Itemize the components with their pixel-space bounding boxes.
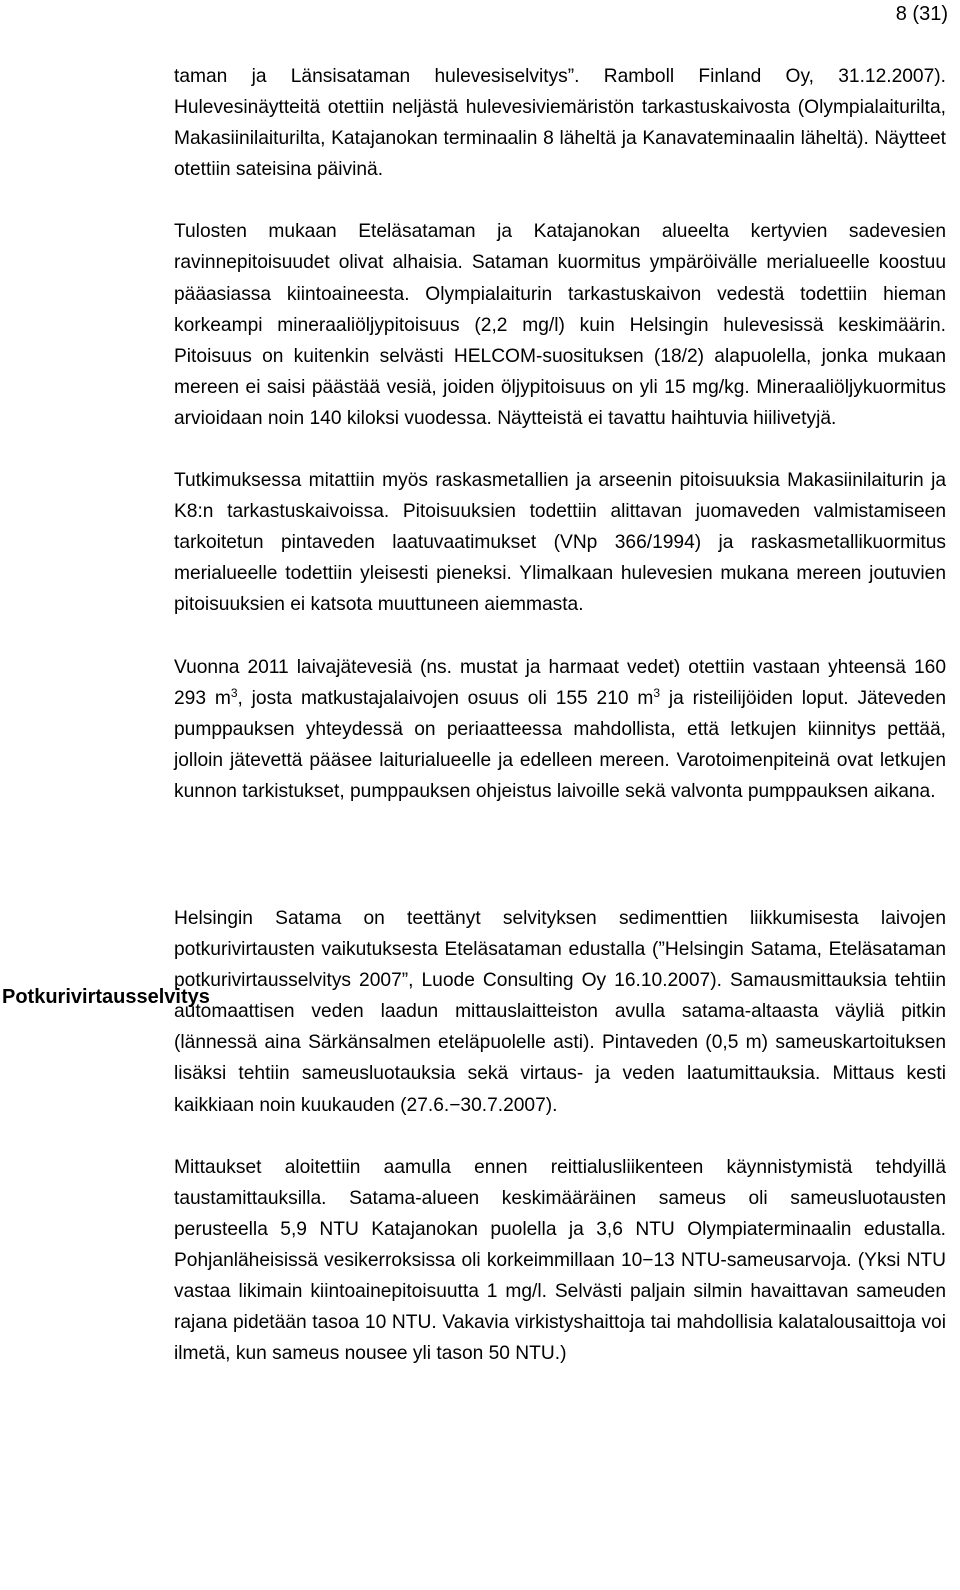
paragraph-ship-wastewater	[174, 652, 946, 807]
cubic-superscript: 3	[653, 685, 661, 700]
section-heading: Potkurivirtausselvitys	[2, 986, 210, 1008]
paragraph-heavy-metals: Tutkimuksessa mitattiin myös raskasmetallien ja arseenin pitoisuuksia Makasiinilaiturin ja K8:n tarkastuskaivoissa. Pitoisuuksien todettiin alittavan juomaveden valmistamiseen tarkoitetun pintaveden laatuvaatimukset (VNp 366/1994) ja raskasmetallikuormitus merialueelle todettiin yleisesti pieneksi. Ylimalkaan hulevesien mukana mereen joutuvien pitoisuuksien ei katsota muuttuneen aiemmasta.	[174, 470, 946, 616]
document-body	[174, 61, 946, 1369]
ship-wastewater-text-3: ja risteilijöiden loput. Jäteveden pumppauksen yhteydessä on periaatteessa mahdollista, että letkujen kiinnitys pettää, jolloin jätevettä pääsee laiturialueelle ja edelleen mereen. Varotoimenpiteinä ovat letkujen kunnon tarkistukset, pumppauksen ohjeistus laivoille sekä valvonta pumppauksen aikana.	[174, 687, 947, 802]
ship-wastewater-text-2: , josta matkustajalaivojen osuus oli 155 210 m	[237, 687, 654, 709]
page-number: 8 (31)	[895, 3, 948, 25]
paragraph-stormwater-results: Tulosten mukaan Eteläsataman ja Katajanokan alueelta kertyvien sadevesien ravinnepitoisuudet olivat alhaisia. Sataman kuormitus ympäröivälle merialueelle koostuu pääasiassa kiintoaineesta. Olympialaiturin tarkastuskaivon vedestä todettiin hieman korkeampi mineraaliöljypitoisuus (2,2 mg/l) kuin Helsingin hulevesissä keskimäärin. Pitoisuus on kuitenkin selvästi HELCOM-suosituksen (18/2) alapuolella, jonka mukaan mereen ei saisi päästää vesiä, joiden öljypitoisuus on yli 15 mg/kg. Mineraaliöljykuormitus arvioidaan noin 140 kiloksi vuodessa. Näytteistä ei tavattu haihtuvia hiilivetyjä.	[174, 221, 946, 429]
cubic-superscript: 3	[230, 685, 238, 700]
ship-wastewater-text-1: Vuonna 2011 laivajätevesiä (ns. mustat ja harmaat vedet) otettiin vastaan yhteensä 160 293 m	[174, 656, 946, 709]
paragraph-turbidity-measurements: Mittaukset aloitettiin aamulla ennen reittialusliikenteen käynnistymistä tehdyillä taustamittauksilla. Satama-alueen keskimääräinen sameus oli sameusluotausten perusteella 5,9 NTU Katajanokan puolella ja 3,6 NTU Olympiaterminaalin edustalla. Pohjanläheisissä vesikerroksissa oli korkeimmillaan 10−13 NTU-sameusarvoja. (Yksi NTU vastaa likimain kiintoainepitoisuutta 1 mg/l. Selvästi paljain silmin havaittavan sameuden rajana pidetään tasoa 10 NTU. Vakavia virkistyshaittoja tai mahdollisia kalatalousaittoja voi ilmetä, kun sameus nousee yli tason 50 NTU.)	[174, 1156, 946, 1365]
paragraph-stormwater-sampling: taman ja Länsisataman hulevesiselvitys”. Ramboll Finland Oy, 31.12.2007). Hulevesinäytteitä otettiin neljästä hulevesiviemäristön tarkastuskaivosta (Olympialaiturilta, Makasiinilaiturilta, Katajanokan terminaalin 8 läheltä ja Kanavateminaalin läheltä). Näytteet otettiin sateisina päivinä.	[174, 66, 946, 181]
paragraph-propeller-study: Helsingin Satama on teettänyt selvityksen sedimenttien liikkumisesta laivojen potkurivirtausten vaikutuksesta Eteläsataman edustalla (”Helsingin Satama, Eteläsataman potkurivirtausselvitys 2007”, Luode Consulting Oy 16.10.2007). Samausmittauksia tehtiin automaattisen veden laadun mittauslaitteiston avulla satama-altaasta väyliä pitkin (lännessä aina Särkänsalmen eteläpuolelle asti). Pintaveden (0,5 m) sameuskartoituksen lisäksi tehtiin sameusluotauksia sekä virtaus- ja veden laatumittauksia. Mittaus kesti kaikkiaan noin kuukauden (27.6.−30.7.2007).	[174, 907, 946, 1116]
